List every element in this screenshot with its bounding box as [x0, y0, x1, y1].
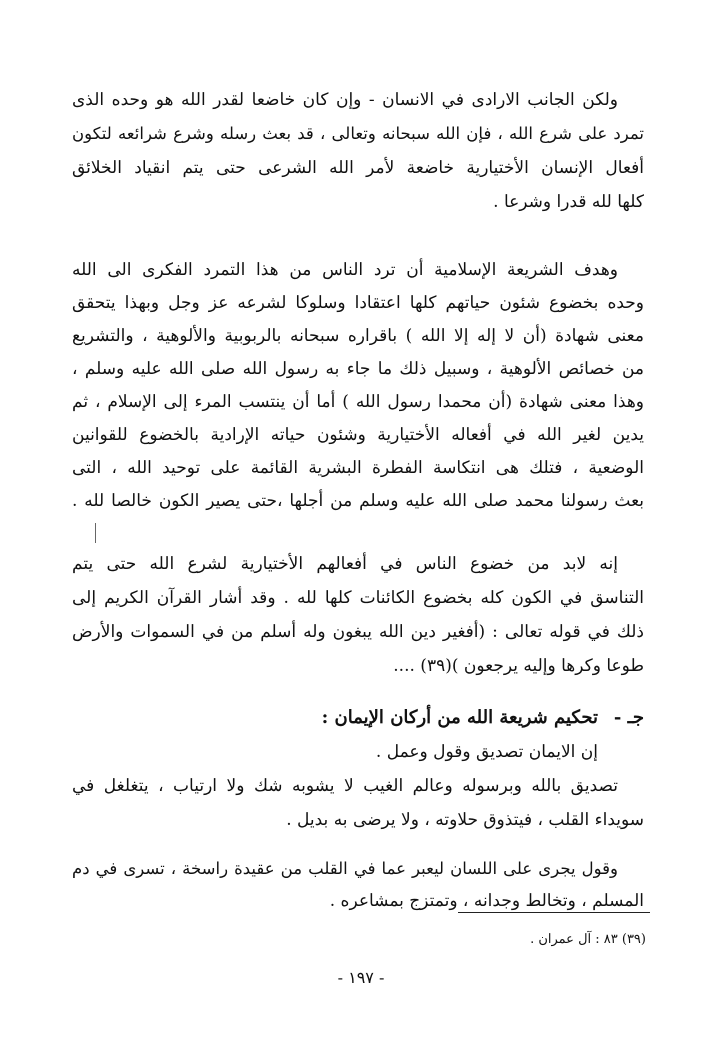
text-line: بعث رسولنا محمد صلى الله عليه وسلم من أجلها ،حتى يصير الكون خالصا لله .	[72, 491, 644, 511]
text-line: أفعال الإنسان الأختيارية خاضعة لأمر الله الشرعى حتى يتم انقياد الخلائق	[72, 158, 644, 178]
text-line: كلها لله قدرا وشرعا .	[493, 192, 644, 212]
text-line: المسلم ، وتخالط وجدانه ، وتمتزج بمشاعره .	[329, 891, 644, 911]
margin-mark	[95, 523, 96, 543]
text-line: التناسق في الكون كله بخضوع الكائنات كلها لله . وقد أشار القرآن الكريم إلى	[72, 588, 644, 608]
text-line: من خصائص الألوهية ، وسبيل ذلك ما جاء به رسول الله صلى الله عليه وسلم ،	[72, 359, 644, 379]
text-line: إن الايمان تصديق وقول وعمل .	[375, 742, 598, 762]
text-line: معنى شهادة (أن لا إله إلا الله ) باقراره سبحانه بالربوبية والألوهية ، والتشريع	[72, 326, 644, 346]
text-line: تمرد على شرع الله ، فإن الله سبحانه وتعالى ، قد بعث رسله وشرع شرائعه لتكون	[72, 124, 644, 143]
text-line: يدين لغير الله في أفعاله الأختيارية وشئون حياته الإرادية بالخضوع للقوانين	[72, 425, 644, 445]
footnote: (٣٩) ٨٣ : آل عمران .	[530, 932, 646, 947]
section-marker: جـ -	[613, 707, 644, 728]
text-line: وحده بخضوع شئون حياتهم كلها اعتقادا وسلوكا لشرعه عز وجل وبهذا يتحقق	[72, 293, 644, 313]
text-line: وقول يجرى على اللسان ليعبر عما في القلب من عقيدة راسخة ، تسرى في دم	[72, 859, 618, 878]
text-line: إنه لابد من خضوع الناس في أفعالهم الأختيارية لشرع الله حتى يتم	[72, 554, 618, 574]
section-heading: تحكيم شريعة الله من أركان الإيمان :	[321, 707, 598, 728]
text-line: طوعا وكرها وإليه يرجعون )(٣٩) ....	[393, 656, 644, 676]
text-line: سويداء القلب ، فيتذوق حلاوته ، ولا يرضى به بديل .	[286, 810, 644, 830]
text-line: الوضعية ، فتلك هى انتكاسة الفطرة البشرية القائمة على توحيد الله ، التى	[72, 458, 644, 478]
text-line: ذلك في قوله تعالى : (أفغير دين الله يبغون وله أسلم من في السموات والأرض	[72, 622, 644, 642]
page-number: - ١٩٧ -	[337, 968, 385, 987]
text-line: تصديق بالله وبرسوله وعالم الغيب لا يشوبه شك ولا ارتياب ، يتغلغل في	[72, 776, 618, 796]
text-line: ولكن الجانب الارادى في الانسان - وإن كان خاضعا لقدر الله هو وحده الذى	[72, 90, 618, 110]
text-line: وهذا معنى شهادة (أن محمدا رسول الله ) أما أن ينتسب المرء إلى الإسلام ، ثم	[72, 392, 644, 412]
footnote-divider	[458, 912, 650, 913]
text-line: وهدف الشريعة الإسلامية أن ترد الناس من هذا التمرد الفكرى الى الله	[72, 260, 618, 280]
